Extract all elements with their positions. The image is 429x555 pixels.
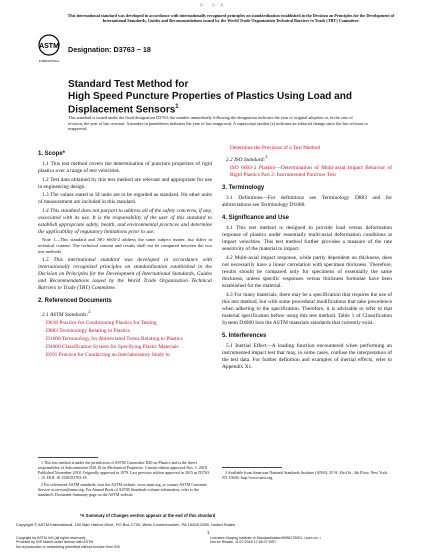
title-line-1: Standard Test Method for: [68, 79, 189, 90]
footnote-1: 1 This test method is under the jurisdiction of ASTM Committee D20 on Plastics and is the direct responsibility of Subcommittee D20.10 on Mechanical Properties. Current edition approved Nov. 1, 2018. Published November 2018. Originally approved in 1979. Last previous edition approved in 2015 as D3763 – 15. DOI: 10.1520/D3763-18.: [38, 460, 210, 480]
right-footnotes: [222, 470, 392, 482]
note-1: Note 1—This standard and ISO 6603-2 address the same subject matter, but differ in technical content. The technical content and results shall not be compared between the two test methods.: [38, 237, 212, 255]
ref-e691-continued[interactable]: Determine the Precision of a Test Method: [230, 145, 320, 151]
footnote-rule-right: [222, 467, 282, 468]
ref-iso-6603-2[interactable]: ISO 6603-2 Plastics—Determination of Multi-axial Impact Behavior of Rigid Plastics Part 2: Instrumented Puncture Test: [230, 165, 392, 179]
left-column: [38, 145, 212, 360]
left-footnotes: [38, 460, 212, 498]
license-right-line-2: Not for Resale, 11/27/2018 17:46:37 MST: [210, 540, 277, 545]
ref-d1600[interactable]: D1600 Terminology for Abbreviated Terms Relating to Plastics: [46, 336, 183, 343]
document-title: [68, 79, 368, 116]
scope-para-2: 1.2 Test data obtained by this test method are relevant and appropriate for use in engineering design.: [38, 176, 212, 190]
scope-para-3: 1.3 The values stated in SI units are to be regarded as standard. No other units of measurement are included in this standard.: [38, 192, 212, 206]
license-left: [16, 536, 120, 549]
ref-e691[interactable]: E691 Practice for Conducting an Interlaboratory Study to: [46, 352, 170, 359]
significance-para-3: 4.3 For many materials, there may be a specification that requires the use of this test method, but with some procedural modifications that take precedence when adhering to the specification. Therefore, it is advisable to refer to that material specification before using this test method. Table 1 of Classification System D4000 lists the ASTM materials standards that currently exist.: [222, 291, 392, 326]
significance-heading: 4. Significance and Use: [222, 215, 290, 222]
footnote-rule-left: [38, 457, 98, 458]
astm-standards-label: 2.1 ASTM Standards:$^2$: [42, 308, 91, 318]
interferences-para: 5.1 Inertial Effect—A loading function encountered when performing an instrumented impact test that may, in some cases, confuse the interpretation of the test data. For further definition and examples of inertial effects, refer to Appendix X1.: [222, 342, 392, 370]
scope-para-1: 1.1 This test method covers the determination of puncture properties of rigid plastics over a range of test velocities.: [38, 161, 212, 174]
significance-para-1: 4.1 This test method is designed to provide load versus deformation response of plastics under essentially multi-axial deformation conditions at impact velocities. This test method further provides a measure of the rate sensitivity of the material to impact.: [222, 225, 392, 253]
license-right: [210, 536, 321, 545]
watermark-text: ñ ñ ñ: [200, 3, 232, 9]
license-left-line-2: Provided by IHS Markit under license with ASTM: [16, 540, 94, 545]
iso-standard-label: 2.2 ISO Standard:$^3$: [226, 154, 268, 163]
astm-logo: [38, 34, 60, 68]
license-left-line-3: No reproduction or networking permitted without license from IHS: [16, 544, 120, 549]
license-right-line-1: Licensee=Daqing Institute of Standardization/5956175001, User=xx, r: [210, 536, 321, 540]
terminology-heading: 3. Terminology: [222, 185, 265, 192]
astm-logo-icon: [38, 34, 60, 68]
issuance-note: This standard is issued under the fixed designation D3763; the number immediately following the designation indicates the year of original adoption or, in the case of revision, the year of last revision. A number in parentheses indicates the year of last reapproval. A superscript epsilon (ε) indicates an editorial change since the last revision or reapproval.: [68, 115, 368, 132]
scope-heading: 1. Scope*: [38, 151, 66, 157]
significance-para-2: 4.2 Multi-axial impact response, while partly dependent on thickness, does not necessarily have a linear correlation with specimen thickness. Therefore, results should be compared only for specimens of essentially the same thickness, unless specific responses versus thickness formulae have been established for the material.: [222, 254, 392, 289]
wto-notice: This international standard was developed in accordance with internationally recognized principles on standardization established in the Decision on Principles for the Development of International Standards, Guides and Recommendations issued by the World Trade Organization Technical Barriers to Trade (TBT) Committee.: [67, 13, 395, 24]
ref-d4000[interactable]: D4000 Classification System for Specifying Plastic Materials: [46, 344, 179, 351]
scope-para-5: 1.5 This international standard was developed in accordance with internationally recognized principles on standardization established in the Decision on Principles for the Development of International Standards, Guides and Recommendations issued by the World Trade Organization Technical Barriers to Trade (TBT) Committee.: [38, 256, 212, 291]
footnote-2: 2 For referenced ASTM standards, visit the ASTM website, www.astm.org, or contact ASTM Customer Service at service@astm.org. For Annual Book of ASTM Standards volume information, refer to the standard's Document Summary page on the ASTM website.: [38, 481, 207, 497]
logo-text: ASTM: [39, 43, 59, 50]
scope-para-4: 1.4 This standard does not purport to address all of the safety concerns, if any, associated with its use. It is the responsibility of the user of this standard to establish appropriate safety, health, and environmental practices and determine the applicability of regulatory limitations prior to use.: [38, 207, 212, 235]
license-left-line-1: Copyright by ASTM Int'l (all rights reserved);: [16, 536, 87, 540]
interferences-heading: 5. Interferences: [222, 332, 267, 339]
terminology-para: 3.1 Definitions—For definitions see Terminology D883 and for abbreviations see Terminology D1600.: [222, 195, 392, 209]
footnote-3: 3 Available from American National Standards Institute (ANSI), 25 W. 43rd St., 4th Floor, New York, NY 10036, http://www.ansi.org.: [222, 470, 388, 480]
references-heading: 2. Referenced Documents: [38, 297, 112, 304]
designation: Designation: D3763 − 18: [68, 45, 151, 54]
logo-subtext: INTERNATIONAL: [38, 60, 60, 63]
right-column: [222, 145, 392, 372]
copyright-line: Copyright © ASTM International, 100 Barr Harbor Drive, PO Box C700, West Conshohocken, PA 19428-2959. United States: [16, 522, 236, 527]
summary-of-changes-note: *A Summary of Changes section appears at the end of this standard: [80, 513, 216, 518]
title-line-2: High Speed Puncture Properties of Plastics Using Load and: [68, 90, 352, 102]
page-number: 1: [207, 530, 210, 535]
ref-d618[interactable]: D618 Practice for Conditioning Plastics for Testing: [46, 320, 157, 327]
title-line-3: Displacement Sensors$^1$: [68, 104, 179, 116]
ref-d883[interactable]: D883 Terminology Relating to Plastics: [46, 328, 130, 335]
